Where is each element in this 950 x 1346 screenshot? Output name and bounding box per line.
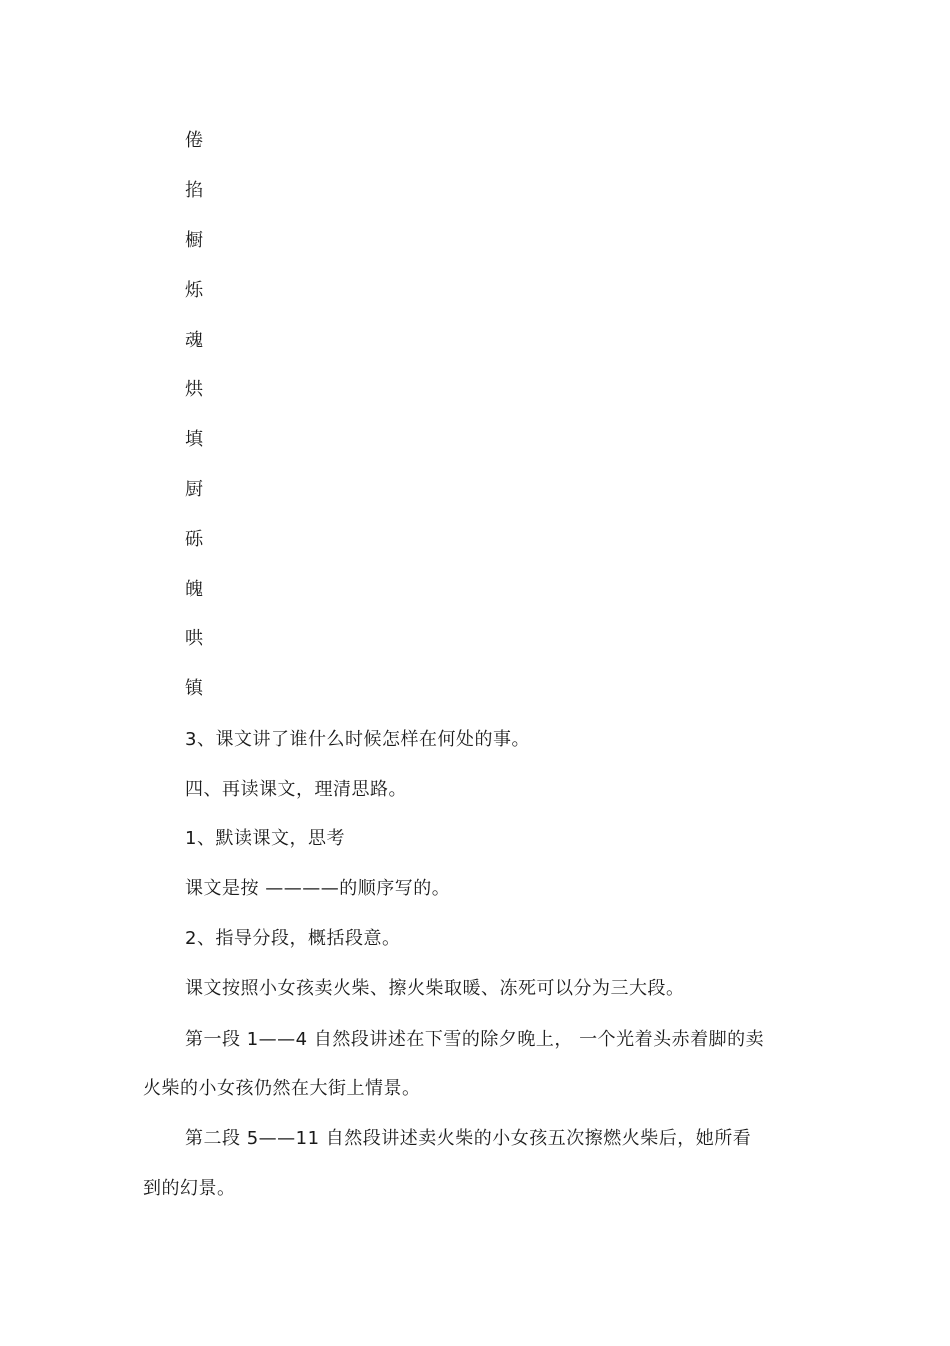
vocab-char: 烘 (185, 379, 204, 400)
paragraph: 课文是按 ————的顺序写的。 (185, 878, 451, 899)
vocab-char: 厨 (185, 479, 204, 500)
vocab-char: 镇 (185, 678, 204, 699)
paragraph: 到的幻景。 (143, 1178, 236, 1199)
vocab-char: 魂 (185, 330, 204, 351)
vocab-char: 砾 (185, 529, 204, 550)
paragraph: 第二段 5——11 自然段讲述卖火柴的小女孩五次擦燃火柴后，她所看 (185, 1128, 752, 1149)
vocab-char: 烁 (185, 280, 204, 301)
paragraph: 课文按照小女孩卖火柴、擦火柴取暖、冻死可以分为三大段。 (185, 978, 685, 999)
vocab-char: 魄 (185, 579, 204, 600)
vocab-char: 掐 (185, 180, 204, 201)
vocab-char: 填 (185, 429, 204, 450)
vocab-char: 橱 (185, 230, 204, 251)
vocab-char: 哄 (185, 628, 204, 649)
paragraph: 第一段 1——4 自然段讲述在下雪的除夕晚上， 一个光着头赤着脚的卖 (185, 1029, 765, 1050)
paragraph: 3、课文讲了谁什么时候怎样在何处的事。 (185, 729, 530, 750)
paragraph: 火柴的小女孩仍然在大街上情景。 (143, 1078, 421, 1099)
paragraph: 1、默读课文，思考 (185, 828, 345, 849)
vocab-char: 倦 (185, 130, 204, 151)
section-heading: 四、再读课文，理清思路。 (185, 779, 407, 800)
paragraph: 2、指导分段，概括段意。 (185, 928, 401, 949)
